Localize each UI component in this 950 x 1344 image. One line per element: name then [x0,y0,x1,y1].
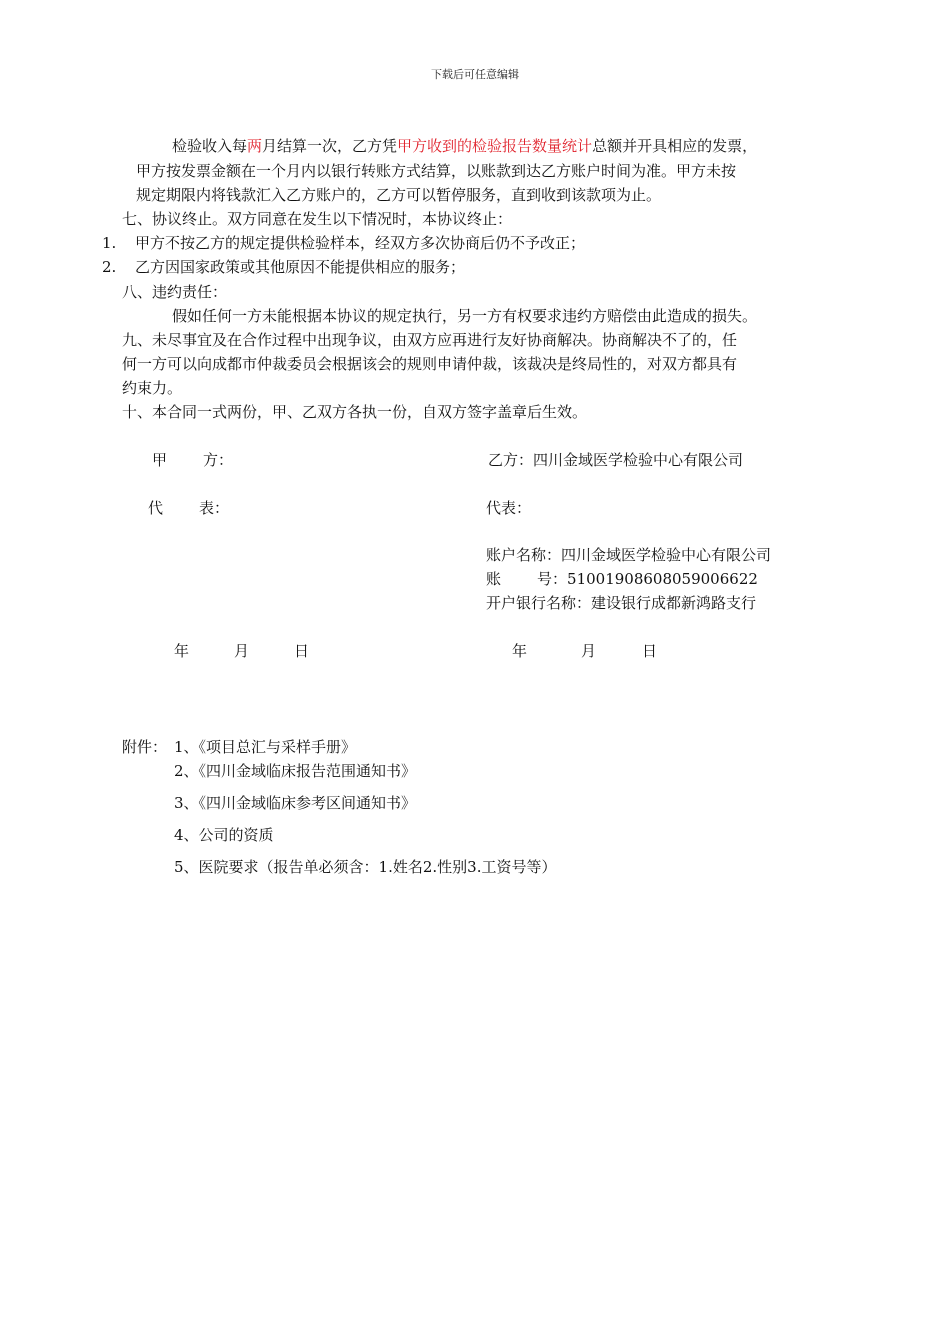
sec7-title: 七、协议终止。双方同意在发生以下情况时，本协议终止： [122,210,513,228]
date-a-day: 日 [294,642,310,660]
date-b-year: 年 [512,642,528,660]
para1-text-a: 检验收入每 [172,137,248,155]
party-a-rep-2: 表： [199,499,230,517]
party-b-account-name: 账户名称：四川金域医学检验中心有限公司 [486,546,772,564]
date-a-month: 月 [234,642,250,660]
sec7-item-1-text: 甲方不按乙方的规定提供检验样本，经双方多次协商后仍不予改正； [135,234,586,252]
party-a-label-2: 方： [203,451,234,469]
sec7-item-2-num: 2. [102,258,117,276]
para1-line1 [172,136,757,156]
party-a-rep [148,498,229,518]
attachment-item-1: 1、《项目总汇与采样手册》 [174,738,357,756]
party-b-rep: 代表： [486,499,532,517]
date-a-year: 年 [174,642,190,660]
account-no-label-2: 号： [537,570,568,588]
account-no-value: 51001908608059006622 [567,570,758,588]
party-a-label [152,450,233,470]
sec9-line3: 约束力。 [122,379,183,397]
attachment-item-4: 4、公司的资质 [174,826,274,844]
attachment-item-2: 2、《四川金域临床报告范围通知书》 [174,762,417,780]
attachment-item-5: 5、医院要求（报告单必须含：1.姓名2.性别3.工资号等） [174,858,557,876]
para1-highlight-count: 甲方收到的检验报告数量统计 [397,137,593,155]
party-b-account-no [486,569,758,589]
para1-line2: 甲方按发票金额在一个月内以银行转账方式结算，以账款到达乙方账户时间为准。甲方未按 [136,162,737,180]
party-b-bank: 开户银行名称：建设银行成都新鸿路支行 [486,594,757,612]
para1-highlight-two: 两 [247,137,263,155]
sec7-item-1-num: 1. [102,234,117,252]
para1-text-e: 总额并开具相应的发票， [592,137,758,155]
sec7-item-1 [102,233,585,253]
date-b-month: 月 [581,642,597,660]
sec8-title: 八、违约责任： [122,283,228,301]
attachments-prefix: 附件： [122,738,168,756]
sec9-line2: 何一方可以向成都市仲裁委员会根据该会的规则申请仲裁，该裁决是终局性的，对双方都具有 [122,355,738,373]
party-b-label: 乙方：四川金域医学检验中心有限公司 [488,451,744,469]
party-a-label-1: 甲 [152,451,168,469]
account-no-label-1: 账 [486,570,502,588]
party-a-rep-1: 代 [148,499,164,517]
para1-text-c: 月结算一次，乙方凭 [262,137,398,155]
sec7-item-2-text: 乙方因国家政策或其他原因不能提供相应的服务； [135,258,466,276]
sec10: 十、本合同一式两份，甲、乙双方各执一份，自双方签字盖章后生效。 [122,403,588,421]
date-b-day: 日 [642,642,658,660]
sec9-line1: 九、未尽事宜及在合作过程中出现争议，由双方应再进行友好协商解决。协商解决不了的，任 [122,331,738,349]
sec7-item-2 [102,257,465,277]
page-header: 下载后可任意编辑 [431,68,519,81]
attachment-item-3: 3、《四川金域临床参考区间通知书》 [174,794,417,812]
sec8-body: 假如任何一方未能根据本协议的规定执行，另一方有权要求违约方赔偿由此造成的损失。 [172,307,758,325]
para1-line3: 规定期限内将钱款汇入乙方账户的，乙方可以暂停服务，直到收到该款项为止。 [136,186,662,204]
